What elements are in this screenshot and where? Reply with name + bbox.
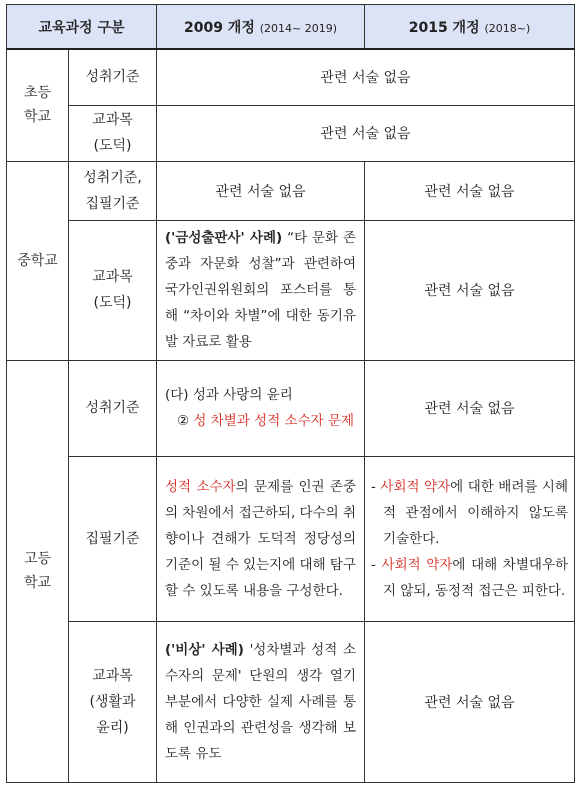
list-item: - 사회적 약자에 대한 배려를 시혜적 관점에서 이해하지 않도록 기술한다. — [371, 478, 569, 547]
table-row — [7, 621, 575, 782]
highlighted-term: 성적 소수자 — [165, 478, 236, 495]
table-row — [7, 360, 575, 456]
header-2009 — [157, 5, 365, 50]
table-row — [7, 161, 575, 220]
highlighted-topic: 성 차별과 성적 소수자 문제 — [193, 413, 355, 429]
table-row — [7, 456, 575, 621]
header-category — [7, 5, 157, 50]
high-writing-2009-text: 의 문제를 인권 존중의 차원에서 접근하되, 다수의 취향이나 견해가 도덕적 정당성의 기준이 될 수 있는지에 대해 탐구할 수 있도록 내용을 구성한다. — [165, 478, 357, 599]
high-standards-label: 성취기준 — [69, 360, 157, 456]
list-item: - 사회적 약자에 대해 차별대우하지 않되, 동정적 접근은 피한다. — [371, 556, 569, 599]
category-middle: 중학교 — [7, 161, 69, 360]
high-textbook-2009 — [157, 621, 365, 782]
high-writing-label: 집필기준 — [69, 456, 157, 621]
elementary-standards-value: 관련 서술 없음 — [157, 49, 575, 105]
highlighted-term: 사회적 약자 — [381, 556, 453, 573]
middle-textbook-2009 — [157, 220, 365, 360]
item-number: ② — [177, 413, 190, 429]
middle-textbook-label: 교과목 (도덕) — [69, 220, 157, 360]
curriculum-table — [6, 4, 575, 783]
publisher-case-label: ('금성출판사' 사례) — [165, 230, 283, 246]
header-category-label: 교육과정 구분 — [38, 19, 125, 36]
elementary-textbook-label: 교과목 (도덕) — [69, 105, 157, 161]
header-2015-label: 2015 개정 — [408, 19, 480, 36]
category-high: 고등 학교 — [7, 360, 69, 782]
table-row — [7, 220, 575, 360]
table-row — [7, 105, 575, 161]
header-2009-period: (2014~ 2019) — [259, 21, 338, 35]
high-writing-2015 — [365, 456, 575, 621]
ethics-item — [163, 408, 358, 434]
middle-textbook-2015: 관련 서술 없음 — [365, 220, 575, 360]
high-textbook-2009-text: '성차별과 성적 소수자의 문제' 단원의 생각 열기 부분에서 다양한 실제 사례를 통해 인권과의 관련성을 생각해 보도록 유도 — [165, 641, 356, 762]
middle-standards-2009: 관련 서술 없음 — [157, 161, 365, 220]
high-standards-2009 — [157, 360, 365, 456]
header-2009-label: 2009 개정 — [183, 19, 255, 36]
high-textbook-label: 교과목 (생활과 윤리) — [69, 621, 157, 782]
table-row — [7, 49, 575, 105]
header-2015 — [365, 5, 575, 50]
header-2015-period: (2018~) — [484, 21, 531, 35]
high-textbook-2015: 관련 서술 없음 — [365, 621, 575, 782]
highlighted-term: 사회적 약자 — [380, 478, 451, 495]
elementary-textbook-value: 관련 서술 없음 — [157, 105, 575, 161]
header-row — [7, 5, 575, 50]
middle-standards-2015: 관련 서술 없음 — [365, 161, 575, 220]
category-elementary: 초등 학교 — [7, 49, 69, 161]
high-standards-2015: 관련 서술 없음 — [365, 360, 575, 456]
elementary-standards-label: 성취기준 — [69, 49, 157, 105]
ethics-unit-line: (다) 성과 사랑의 윤리 — [165, 387, 293, 403]
middle-textbook-2009-text: “타 문화 존중과 자문화 성찰”과 관련하여 국가인권위원회의 포스터를 통해 “차이와 차별”에 대한 동기유발 자료로 활용 — [165, 230, 356, 350]
middle-standards-label: 성취기준, 집필기준 — [69, 161, 157, 220]
publisher-case-label: ('비상' 사례) — [165, 641, 244, 658]
curriculum-comparison — [6, 4, 575, 783]
high-writing-2009 — [157, 456, 365, 621]
